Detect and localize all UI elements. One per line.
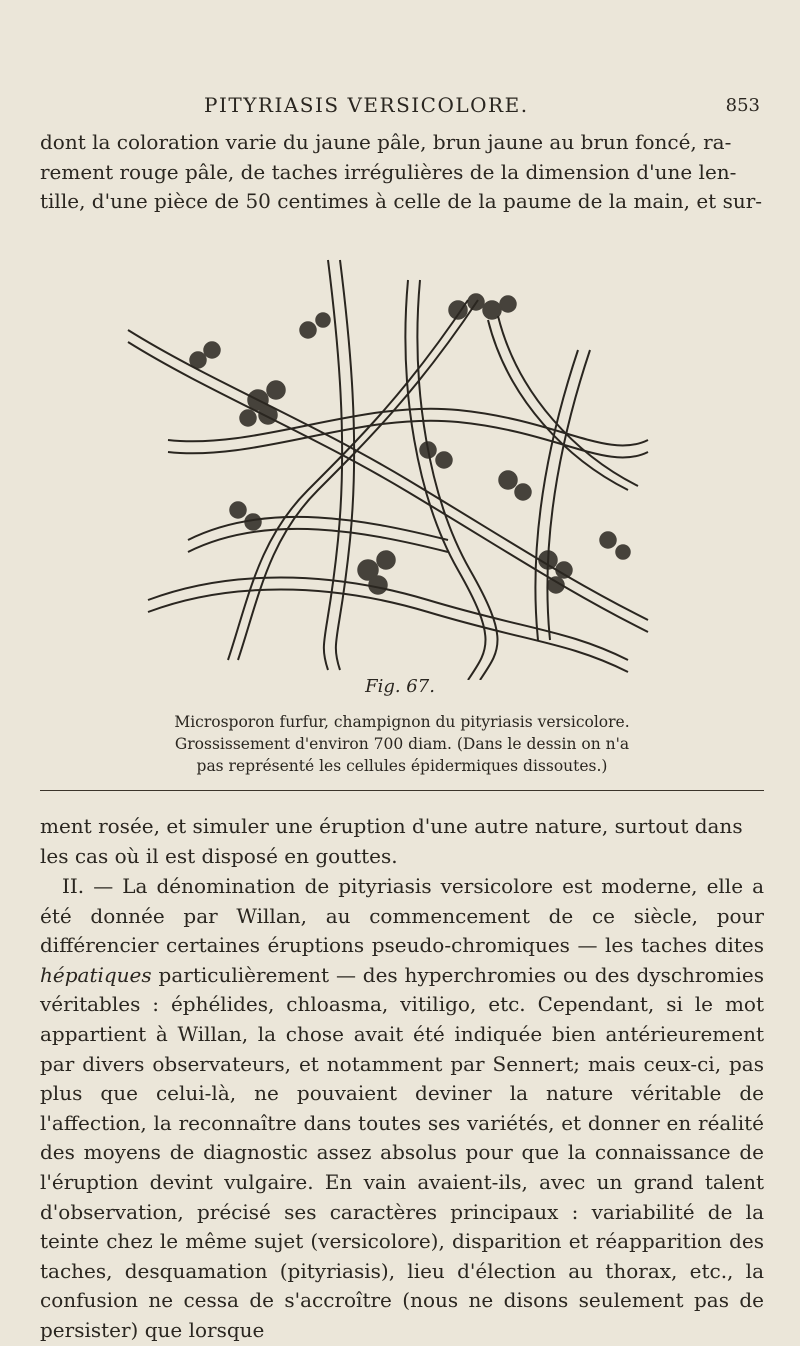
paragraph-main-part1: II. — La dénomination de pityriasis versicolore est moderne, elle a été donnée par Willan, au commencement de ce siècle, pour différencier certaines éruptions pseudo-chromiques — les taches dites <box>40 874 764 958</box>
running-title: PITYRIASIS VERSICOLORE. <box>204 93 529 117</box>
figure-caption-line: pas représenté les cellules épidermiques dissoutes.) <box>196 757 608 775</box>
paragraph-main-part2: particulièrement — des hyperchromies ou des dyschromies véritables : éphélides, chloasma, vitiligo, etc. Cependant, si le mot appartient à Willan, la chose avait été indiquée bien antérieurement par divers observateurs, et notamment par Sennert; mais ceux-ci, pas plus que celui-là, ne pouvaient deviner la nature véritable de l'affection, la reconnaître dans toutes ses variétés, et donner en réalité des moyens de diagnostic assez absolus pour que la connaissance de l'éruption devint vulgaire. En vain avaient-ils, avec un grand talent d'observation, précisé ses caractères principaux : variabilité de la teinte chez le même sujet (versicolore), disparition et réapparition des taches, desquamation (pityriasis), lieu d'élection au thorax, etc., la confusion ne cessa de s'accroître (nous ne disons seulement pas de persister) que lorsque <box>40 962 764 1342</box>
paragraph-main <box>40 872 764 1346</box>
paragraph-top: dont la coloration varie du jaune pâle, brun jaune au brun foncé, ra- rement rouge pâle, de taches irrégulières de la dimension d'une len- tille, d'une pièce de 50 centimes à celle de la paume de la main, et sur- <box>40 130 763 213</box>
microsporon-illustration <box>108 240 668 680</box>
figure-caption-line: Microsporon furfur, champignon du pityriasis versicolore. <box>174 713 630 731</box>
italic-term: hépatiques <box>40 962 152 987</box>
page-header <box>0 93 800 123</box>
figure-label: Fig. 67. <box>365 676 435 697</box>
figure-caption-line: Grossissement d'environ 700 diam. (Dans le dessin on n'a <box>174 735 630 753</box>
separator-rule <box>40 790 764 791</box>
paragraph-continuation: ment rosée, et simuler une éruption d'une autre nature, surtout dans les cas où il est disposé en gouttes. <box>40 814 743 868</box>
page-number: 853 <box>725 95 760 116</box>
